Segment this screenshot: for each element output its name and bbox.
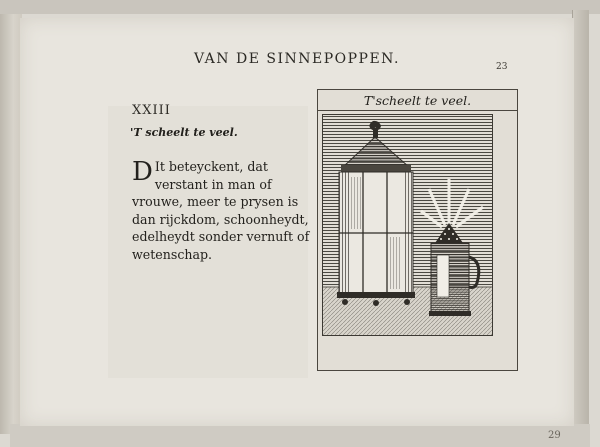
explanation-text: It beteyckent, dat verstant in man of vrouwe, meer te prysen is dan rijckdom, schoonheydt, edelheydt sonder vernuft of wetenschap. [132, 159, 310, 262]
engraving-image [322, 114, 493, 336]
emblem-explanation [132, 158, 316, 263]
pencil-annotation: 29 [548, 430, 561, 441]
book-spine-shadow [0, 0, 600, 14]
engraving-plate [317, 89, 518, 371]
bottom-edge [10, 424, 590, 447]
running-head: VAN DE SINNEPOPPEN. [194, 51, 400, 67]
left-page-edge [0, 14, 22, 434]
drop-cap: D [132, 157, 153, 187]
book-page [20, 18, 574, 441]
page-number: 23 [496, 62, 508, 72]
page-stack-edge [572, 10, 589, 430]
emblem-number: XXIII [132, 103, 171, 118]
plate-rule [318, 110, 517, 111]
emblem-motto: 'T scheelt te veel. [130, 126, 238, 139]
plate-motto: T'scheelt te veel. [363, 93, 472, 108]
